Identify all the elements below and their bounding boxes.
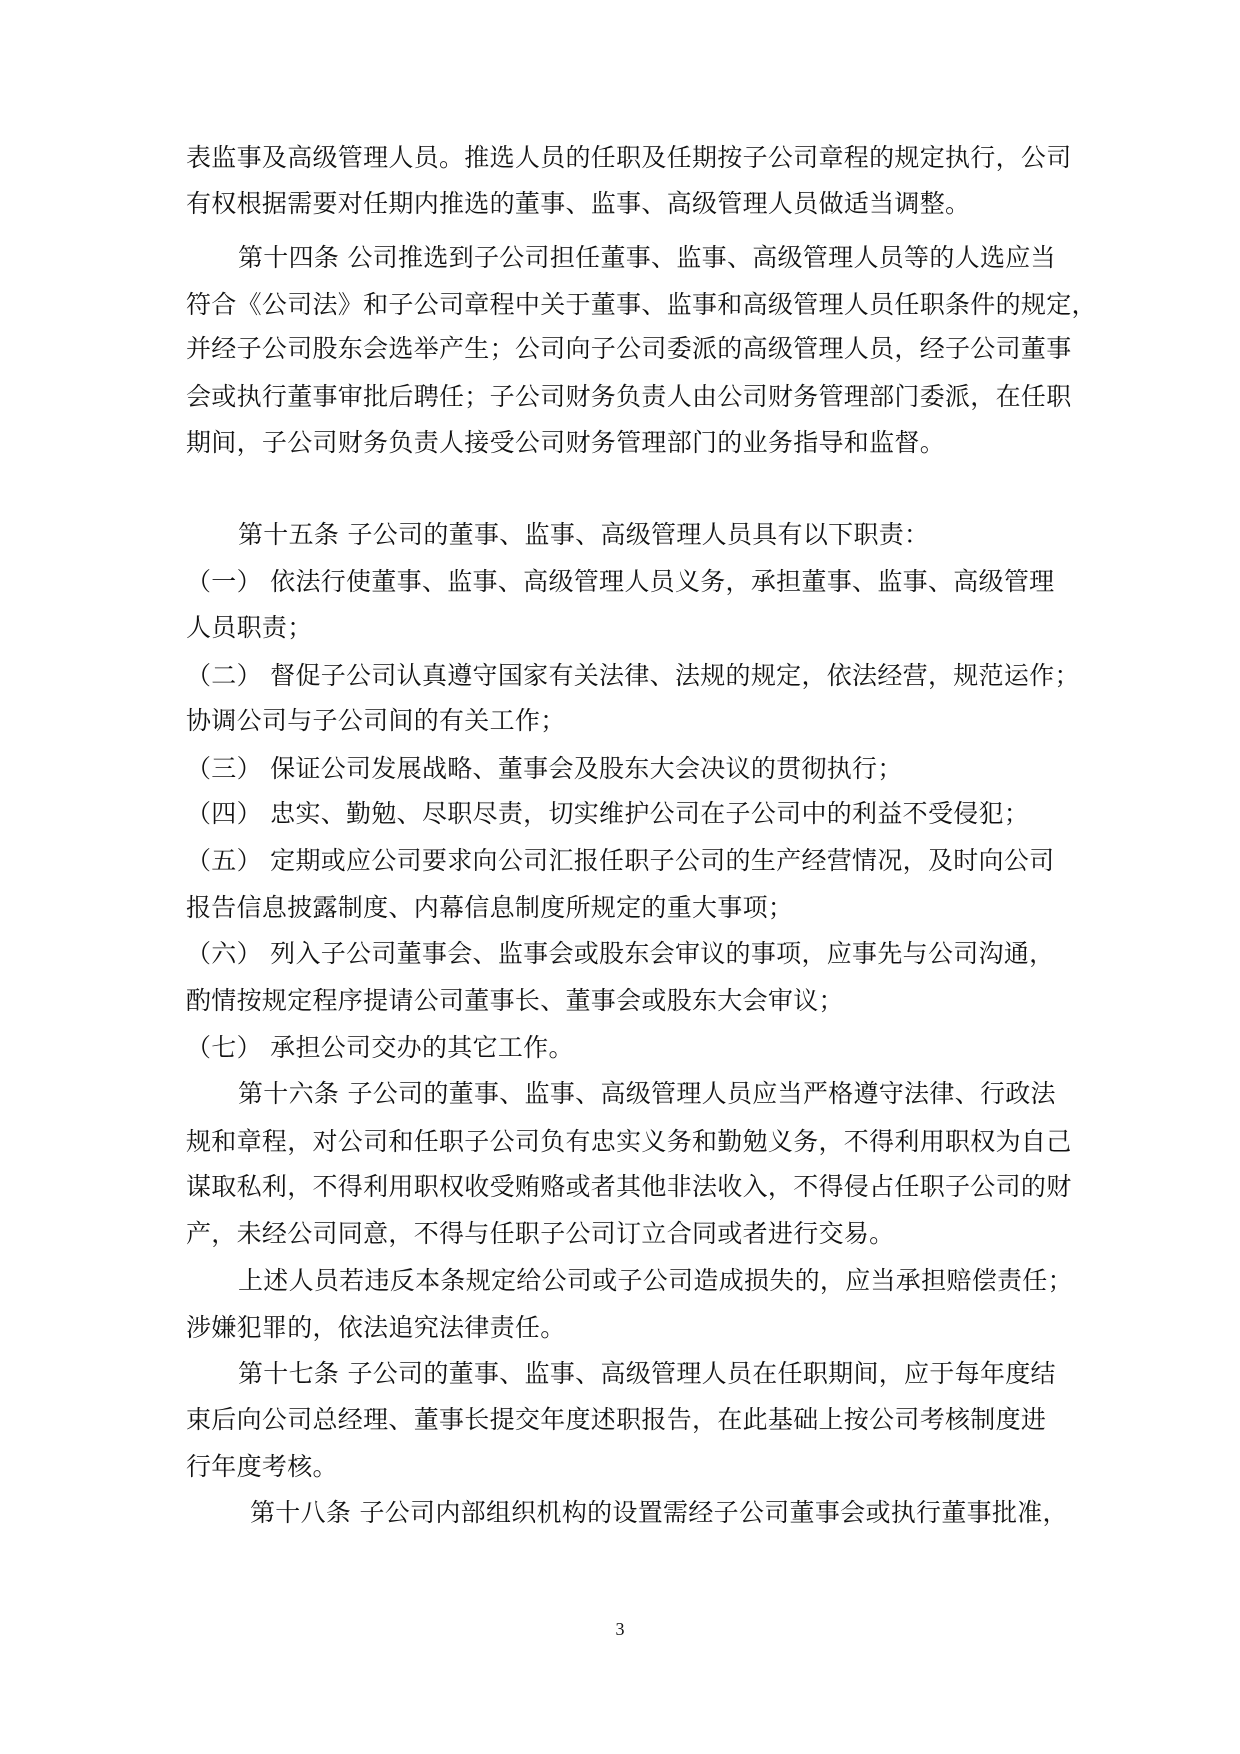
list-item-2-line: （二） 督促子公司认真遵守国家有关法律、法规的规定，依法经营，规范运作； <box>186 661 1080 690</box>
article-16-heading-line: 第十六条 子公司的董事、监事、高级管理人员应当严格遵守法律、行政法 <box>238 1079 1056 1108</box>
text-line: 人员职责； <box>186 613 313 642</box>
article-17-heading-line: 第十七条 子公司的董事、监事、高级管理人员在任职期间，应于每年度结 <box>238 1359 1056 1388</box>
article-15-heading-line: 第十五条 子公司的董事、监事、高级管理人员具有以下职责： <box>238 520 930 549</box>
text-line: 并经子公司股东会选举产生；公司向子公司委派的高级管理人员，经子公司董事 <box>186 334 1072 363</box>
list-item-3-line: （三） 保证公司发展战略、董事会及股东大会决议的贯彻执行； <box>186 754 903 783</box>
page-number: 3 <box>615 1619 625 1639</box>
text-line: 谋取私利，不得利用职权收受贿赂或者其他非法收入，不得侵占任职子公司的财 <box>186 1172 1072 1201</box>
text-line: 报告信息披露制度、内幕信息制度所规定的重大事项； <box>186 893 794 922</box>
list-item-4-line: （四） 忠实、勤勉、尽职尽责，切实维护公司在子公司中的利益不受侵犯； <box>186 799 1030 828</box>
text-line: 期间，子公司财务负责人接受公司财务管理部门的业务指导和监督。 <box>186 428 946 457</box>
text-line: 表监事及高级管理人员。推选人员的任职及任期按子公司章程的规定执行，公司 <box>186 143 1072 172</box>
text-line: 协调公司与子公司间的有关工作； <box>186 706 566 735</box>
text-line: 规和章程，对公司和任职子公司负有忠实义务和勤勉义务，不得利用职权为自己 <box>186 1127 1072 1156</box>
article-18-heading-line: 第十八条 子公司内部组织机构的设置需经子公司董事会或执行董事批准， <box>250 1498 1068 1527</box>
text-line: 行年度考核。 <box>186 1452 338 1481</box>
text-line: 涉嫌犯罪的，依法追究法律责任。 <box>186 1313 566 1342</box>
list-item-1-line: （一） 依法行使董事、监事、高级管理人员义务，承担董事、监事、高级管理 <box>186 567 1055 596</box>
text-line: 符合《公司法》和子公司章程中关于董事、监事和高级管理人员任职条件的规定， <box>186 290 1097 319</box>
list-item-7-line: （七） 承担公司交办的其它工作。 <box>186 1033 574 1062</box>
list-item-6-line: （六） 列入子公司董事会、监事会或股东会审议的事项，应事先与公司沟通， <box>186 939 1055 968</box>
article-14-heading-line: 第十四条 公司推选到子公司担任董事、监事、高级管理人员等的人选应当 <box>238 243 1056 272</box>
text-line: 束后向公司总经理、董事长提交年度述职报告，在此基础上按公司考核制度进 <box>186 1405 1047 1434</box>
text-line: 会或执行董事审批后聘任；子公司财务负责人由公司财务管理部门委派，在任职 <box>186 382 1072 411</box>
text-line: 产，未经公司同意，不得与任职子公司订立合同或者进行交易。 <box>186 1219 895 1248</box>
text-line: 有权根据需要对任期内推选的董事、监事、高级管理人员做适当调整。 <box>186 189 971 218</box>
list-item-5-line: （五） 定期或应公司要求向公司汇报任职子公司的生产经营情况，及时向公司 <box>186 846 1055 875</box>
text-line: 上述人员若违反本条规定给公司或子公司造成损失的，应当承担赔偿责任； <box>238 1266 1073 1295</box>
text-line: 酌情按规定程序提请公司董事长、董事会或股东大会审议； <box>186 986 844 1015</box>
